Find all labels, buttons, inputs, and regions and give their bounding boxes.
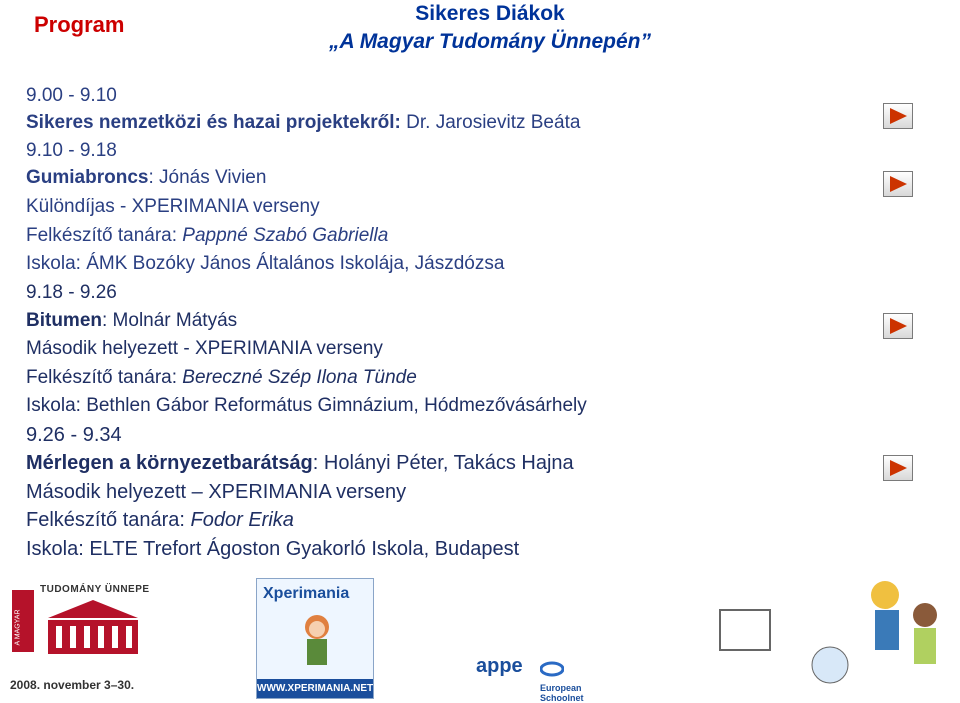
play-button-3[interactable] — [883, 313, 913, 339]
program-line — [26, 279, 117, 307]
play-icon — [888, 107, 908, 125]
program-line-text: Bereczné Szép Ilona Tünde — [182, 367, 417, 388]
girl-illustration-icon — [287, 609, 347, 673]
play-button-1[interactable] — [883, 103, 913, 129]
program-line-text: : Holányi Péter, Takács Hajna — [312, 452, 574, 474]
program-line-text: Különdíjas - XPERIMANIA verseny — [26, 196, 320, 217]
program-line-text: Felkészítő tanára: — [26, 367, 183, 388]
appe-name: appe — [476, 655, 523, 677]
girl-head-icon — [871, 581, 899, 609]
xperimania-name: Xperimania — [263, 585, 350, 602]
program-line-text: 9.26 - 9.34 — [26, 424, 122, 446]
program-line-text: Sikeres nemzetközi és hazai projektekről: — [26, 112, 407, 133]
european-schoolnet-logo — [540, 660, 610, 703]
globe-icon — [812, 647, 848, 683]
program-line-text: Dr. Jarosievitz Beáta — [406, 112, 581, 133]
play-button-2[interactable] — [883, 171, 913, 197]
girl-body-icon — [875, 610, 899, 650]
play-button-4[interactable] — [883, 455, 913, 481]
program-line-text: Iskola: Bethlen Gábor Református Gimnázium, Hódmezővásárhely — [26, 395, 587, 416]
program-line — [26, 478, 406, 506]
program-line — [26, 364, 417, 392]
boy-body-icon — [914, 628, 936, 664]
tudomany-side-text: A MAGYAR — [14, 609, 22, 646]
program-line — [26, 193, 320, 221]
play-icon — [888, 317, 908, 335]
tudomany-date: 2008. november 3–30. — [10, 678, 135, 692]
program-line — [26, 392, 587, 420]
program-line — [26, 164, 266, 192]
program-line — [26, 421, 122, 449]
program-line-text: Felkészítő tanára: — [26, 509, 191, 531]
play-icon — [888, 459, 908, 477]
program-line-text: : Molnár Mátyás — [102, 310, 238, 331]
program-line-text: Második helyezett - XPERIMANIA verseny — [26, 338, 383, 359]
program-line — [26, 307, 237, 335]
play-icon — [888, 175, 908, 193]
program-line-text: Iskola: ÁMK Bozóky János Általános Iskolája, Jászdózsa — [26, 253, 505, 274]
program-line-text: Iskola: ELTE Trefort Ágoston Gyakorló Iskola, Budapest — [26, 538, 520, 560]
boy-head-icon — [913, 603, 937, 627]
xperimania-logo — [256, 578, 374, 699]
program-line-text: Pappné Szabó Gabriella — [182, 225, 389, 246]
program-line-text: Bitumen — [26, 310, 102, 331]
appe-logo — [476, 655, 523, 678]
program-line — [26, 449, 574, 477]
program-line — [26, 250, 504, 278]
program-line-text: 9.10 - 9.18 — [26, 140, 117, 161]
program-line — [26, 137, 117, 165]
program-line-text: Fodor Erika — [190, 509, 294, 531]
tudomany-unnepe-logo — [8, 580, 168, 698]
program-line — [26, 222, 388, 250]
schoolnet-swoosh-icon — [540, 660, 564, 678]
program-line — [26, 506, 294, 534]
program-line-text: Gumiabroncs — [26, 167, 149, 188]
program-line-text: Felkészítő tanára: — [26, 225, 183, 246]
program-line-text: : Jónás Vivien — [148, 167, 267, 188]
program-line-text: Mérlegen a környezetbarátság — [26, 452, 313, 474]
laptop-icon — [720, 610, 770, 650]
program-line-text: 9.00 - 9.10 — [26, 85, 117, 106]
science-illustration — [700, 560, 956, 698]
xperimania-url: WWW.XPERIMANIA.NET — [257, 679, 373, 698]
program-line — [26, 535, 519, 563]
program-line — [26, 82, 117, 110]
title-line-2: „A Magyar Tudomány Ünnepén” — [328, 30, 652, 53]
program-heading: Program — [34, 12, 125, 37]
program-line-text: Második helyezett – XPERIMANIA verseny — [26, 481, 407, 503]
program-line-text: 9.18 - 9.26 — [26, 282, 117, 303]
tudomany-title: TUDOMÁNY ÜNNEPE — [40, 584, 150, 595]
title-line-1: Sikeres Diákok — [415, 2, 565, 25]
schoolnet-name: European Schoolnet — [540, 683, 584, 703]
program-line — [26, 335, 383, 363]
slide-title — [290, 0, 690, 56]
program-line — [26, 109, 580, 137]
